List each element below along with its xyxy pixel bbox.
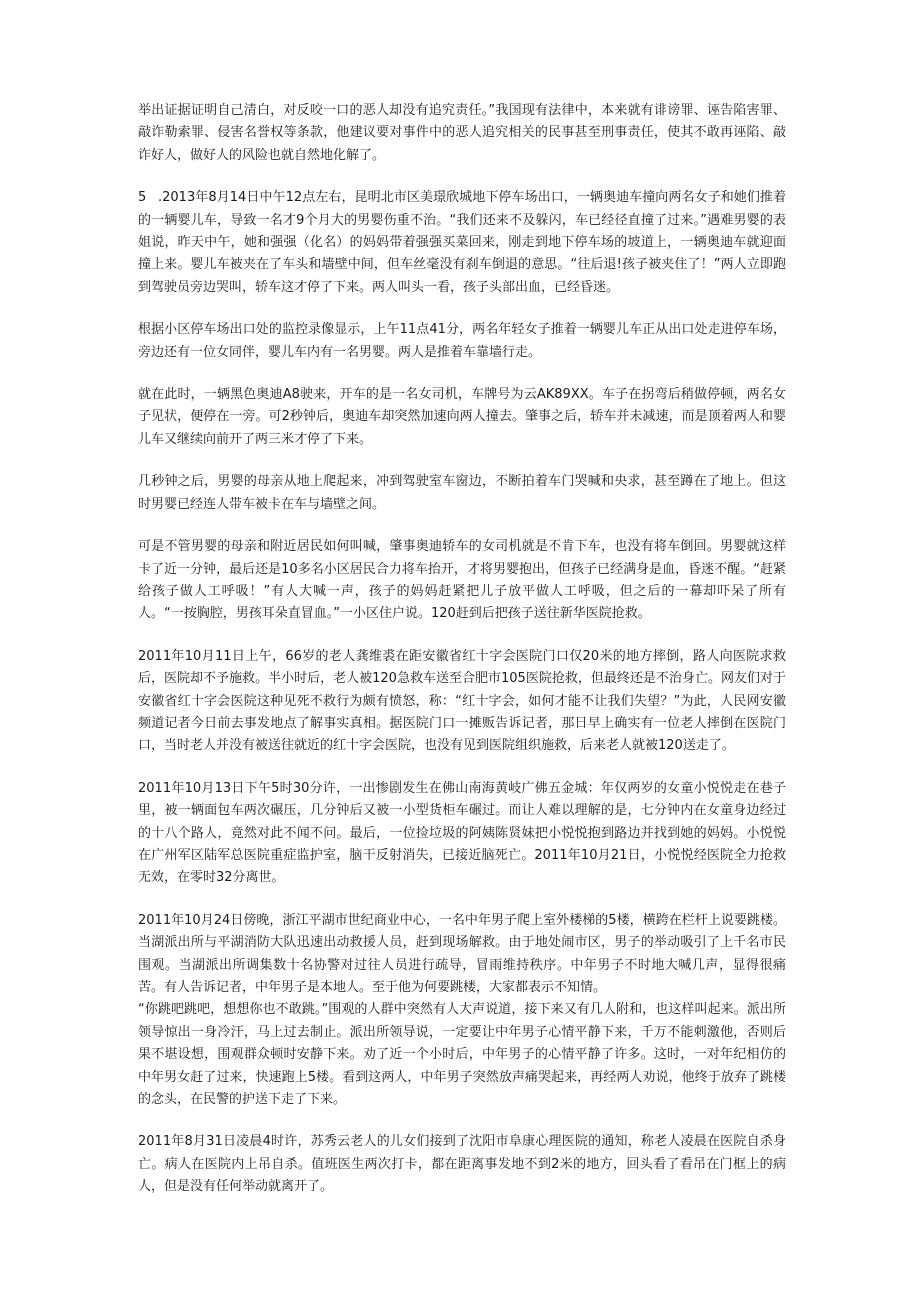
paragraph-1: 举出证据证明自己清白，对反咬一口的恶人却没有追究责任。”我国现有法律中，本来就有诽谤罪、诬告陷害罪、敲诈勒索罪、侵害名誉权等条款，他建议要对事件中的恶人追究相关的民事甚至刑事责任，使其不敢再诬陷、敲诈好人，做好人的风险也就自然地化解了。	[138, 103, 786, 163]
paragraph-4: 就在此时，一辆黑色奥迪A8驶来，开车的是一名女司机，车牌号为云AK89XX。车子在拐弯后稍做停顿，两名女子见状，便停在一旁。可2秒钟后，奥迪车却突然加速向两人撞去。肇事之后，轿车并未减速，而是顶着两人和婴儿车又继续向前开了两三米才停了下来。	[138, 387, 786, 447]
paragraph-11: 2011年8月31日凌晨4时许，苏秀云老人的儿女们接到了沈阳市阜康心理医院的通知，称老人凌晨在医院自杀身亡。病人在医院内上吊自杀。值班医生两次打卡，都在距离事发地不到2米的地方，回头看了看吊在门框上的病人，但是没有任何举动就离开了。	[138, 1134, 786, 1195]
paragraph-10: “你跳吧跳吧，想想你也不敢跳。”围观的人群中突然有人大声说道，接下来又有几人附和，也这样叫起来。派出所领导惊出一身冷汗，马上过去制止。派出所领导说，一定要让中年男子心情平静下来，千万不能刺激他，否则后果不堪设想，围观群众顿时安静下来。劝了近一个小时后，中年男子的心情平静了许多。这时，一对年纪相仿的中年男女赶了过来，快速跑上5楼。看到这两人，中年男子突然放声痛哭起来，再经两人劝说，他终于放弃了跳楼的念头，在民警的护送下走了下来。	[138, 1002, 786, 1108]
paragraph-8: 2011年10月13日下午5时30分许，一出惨剧发生在佛山南海黄岐广佛五金城：年仅两岁的女童小悦悦走在巷子里，被一辆面包车两次碾压，几分钟后又被一小型货柜车碾过。而让人难以理解的是，七分钟内在女童身边经过的十八个路人，竟然对此不闻不问。最后，一位捡垃圾的阿姨陈贤妹把小悦悦抱到路边并找到她的妈妈。小悦悦在广州军区陆军总医院重症监护室，脑干反射消失，已接近脑死亡。2011年10月21日，小悦悦经医院全力抢救无效，在零时32分离世。	[138, 780, 786, 886]
paragraph-2	[138, 187, 786, 299]
list-number: 5	[138, 190, 147, 206]
paragraph-5: 几秒钟之后，男婴的母亲从地上爬起来，冲到驾驶室车窗边，不断拍着车门哭喊和央求，甚至蹲在了地上。但这时男婴已经连人带车被卡在车与墙壁之间。	[138, 474, 786, 512]
paragraph-9: 2011年10月24日傍晚，浙江平湖市世纪商业中心，一名中年男子爬上室外楼梯的5楼，横跨在栏杆上说要跳楼。当湖派出所与平湖消防大队迅速出动救援人员，赶到现场解救。由于地处闹市区，男子的举动吸引了上千名市民围观。当湖派出所调集数十名协警对过往人员进行疏导，冒雨维持秩序。中年男子不时地大喊几声，显得很痛苦。有人告诉记者，中年男子是本地人。至于他为何要跳楼，大家都表示不知情。	[138, 912, 786, 995]
paragraph-2-text: .2013年8月14日中午12点左右，昆明北市区美璟欣城地下停车场出口，一辆奥迪车撞向两名女子和她们推着的一辆婴儿车，导致一名才9个月大的男婴伤重不治。“我们还来不及躲闪，车已经径直撞了过来。”遇难男婴的表姐说，昨天中午，她和强强（化名）的妈妈带着强强买菜回来，刚走到地下停车场的坡道上，一辆奥迪车就迎面撞上来。婴儿车被夹在了车头和墙壁中间，但车丝毫没有刹车倒退的意思。“往后退!孩子被夹住了！”两人立即跑到驾驶员旁边哭叫，轿车这才停了下来。两人叫头一看，孩子头部出血，已经昏迷。	[138, 190, 786, 295]
paragraph-3: 根据小区停车场出口处的监控录像显示，上午11点41分，两名年轻女子推着一辆婴儿车正从出口处走进停车场，旁边还有一位女同伴，婴儿车内有一名男婴。两人是推着车靠墙行走。	[138, 322, 786, 360]
document-body	[138, 100, 786, 1219]
paragraph-6: 可是不管男婴的母亲和附近居民如何叫喊，肇事奥迪轿车的女司机就是不肯下车，也没有将车倒回。男婴就这样卡了近一分钟，最后还是10多名小区居民合力将车抬开，才将男婴抱出，但孩子已经满身是血，昏迷不醒。“赶紧给孩子做人工呼吸！”有人大喊一声，孩子的妈妈赶紧把儿子放平做人工呼吸，但之后的一幕却吓呆了所有人。“一按胸腔，男孩耳朵直冒血。”一小区住户说。120赶到后把孩子送往新华医院抢救。	[138, 539, 786, 622]
paragraph-7: 2011年10月11日上午，66岁的老人龚维裘在距安徽省红十字会医院门口仅20米的地方摔倒，路人向医院求救后，医院却不予施救。半小时后，老人被120急救车送至合肥市105医院抢救，但最终还是不治身亡。网友们对于安徽省红十字会医院这种见死不救行为颇有愤怒，称：“红十字会，如何才能不让我们失望？”为此，人民网安徽频道记者今日前去事发地点了解事实真相。据医院门口一摊贩告诉记者，那日早上确实有一位老人摔倒在医院门口，当时老人并没有被送往就近的红十字会医院，也没有见到医院组织施救，后来老人就被120送走了。	[138, 648, 786, 754]
